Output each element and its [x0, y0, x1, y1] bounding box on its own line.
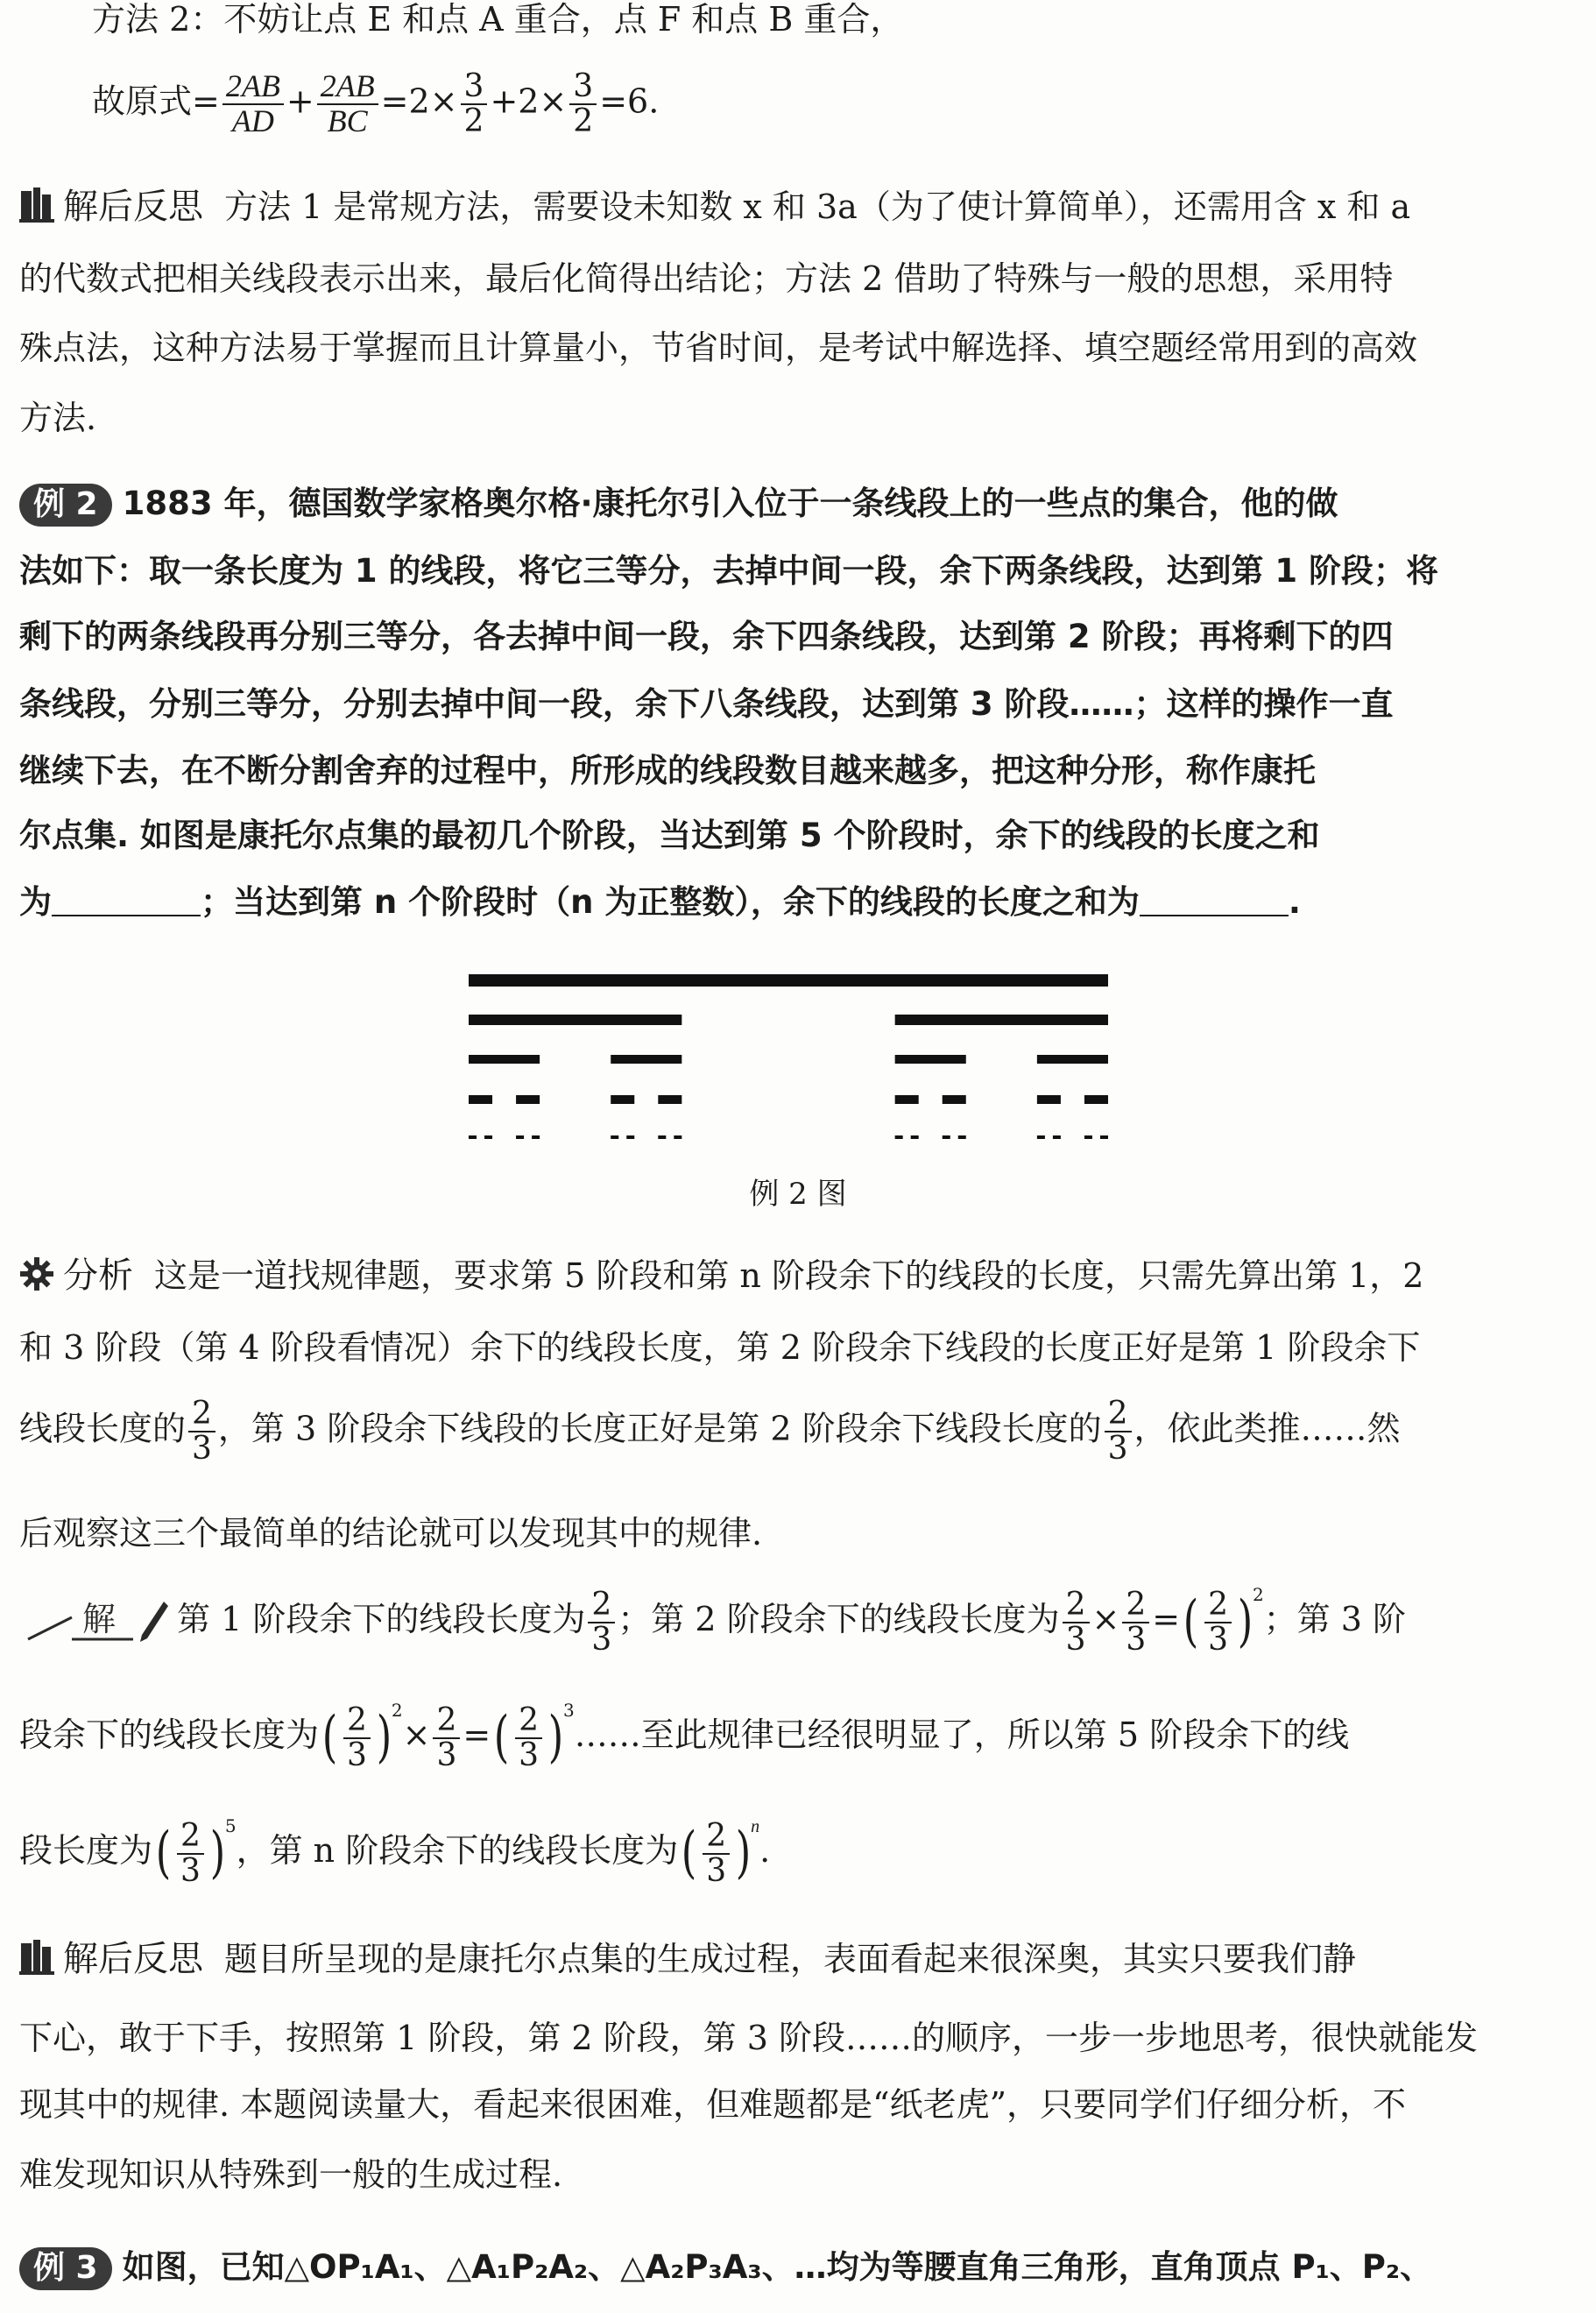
- example-3-line1: 例 3 如图，已知△OP₁A₁、△A₁P₂A₂、△A₂P₃A₃、…均为等腰直角三角形，直角顶点 P₁、P₂、: [19, 2247, 1432, 2290]
- fraction-2ab-ad: $\frac{2AB}{AD}$: [222, 70, 284, 138]
- solution-label: 解: [82, 1600, 117, 1639]
- cantor-stage-5-segment: [1084, 1135, 1092, 1139]
- cantor-stage-5-segment: [958, 1135, 966, 1139]
- fraction-2-3: $\frac{2}{3}$: [1204, 1588, 1232, 1657]
- cantor-stage-5-segment: [484, 1135, 492, 1139]
- cantor-stage-5-segment: [611, 1135, 618, 1139]
- cantor-stage-1-segment: [469, 974, 1108, 987]
- cantor-stage-4-segment: [1037, 1095, 1061, 1104]
- example-2-line2: 法如下：取一条长度为 1 的线段，将它三等分，去掉中间一段，余下两条线段，达到第 1 阶段；将: [19, 552, 1439, 590]
- cantor-stage-2-segment: [469, 1015, 681, 1025]
- cantor-stage-4-segment: [1084, 1095, 1108, 1104]
- example-3-tag: 例 3: [19, 2247, 112, 2290]
- cantor-stage-4-segment: [895, 1095, 919, 1104]
- answer-blank-1[interactable]: [52, 883, 201, 916]
- reflection-1-line3: 殊点法，这种方法易于掌握而且计算量小，节省时间，是考试中解选择、填空题经常用到的高效: [19, 329, 1418, 367]
- cantor-stage-5-segment: [516, 1135, 524, 1139]
- cantor-stage-5-segment: [895, 1135, 903, 1139]
- cantor-stage-5-segment: [911, 1135, 919, 1139]
- cantor-stage-3-segment: [895, 1055, 966, 1064]
- reflection-2-line2: 下心，敢于下手，按照第 1 阶段，第 2 阶段，第 3 阶段……的顺序，一步一步地思考，很快就能发: [19, 2019, 1479, 2057]
- method2-line1: 方法 2：不妨让点 E 和点 A 重合，点 F 和点 B 重合，: [92, 0, 904, 39]
- example-2-line3: 剩下的两条线段再分别三等分，各去掉中间一段，余下四条线段，达到第 2 阶段；再将剩下的四: [19, 618, 1394, 655]
- analysis-line4: 后观察这三个最简单的结论就可以发现其中的规律.: [19, 1514, 763, 1553]
- fraction-2-3: $\frac{2}{3}$: [433, 1704, 460, 1772]
- fraction-2-3: $\frac{2}{3}$: [1122, 1588, 1149, 1657]
- reflection-1-line2: 的代数式把相关线段表示出来，最后化简得出结论；方法 2 借助了特殊与一般的思想，采用特: [19, 259, 1394, 298]
- cantor-stage-5-segment: [1037, 1135, 1045, 1139]
- cantor-stage-2-segment: [895, 1015, 1108, 1025]
- fraction-2-3: $\frac{2}{3}$: [177, 1820, 204, 1888]
- figure-caption: 例 2 图: [749, 1177, 847, 1212]
- cantor-stage-3-segment: [1037, 1055, 1108, 1064]
- fraction-2-3: $\frac{2}{3}$: [588, 1588, 615, 1657]
- cantor-stage-4-segment: [611, 1095, 634, 1104]
- cantor-stage-5-segment: [626, 1135, 634, 1139]
- reflection-2-line3: 现其中的规律. 本题阅读量大，看起来很困难，但难题都是“纸老虎”，只要同学们仔细分析，不: [19, 2085, 1407, 2124]
- cantor-stage-5-segment: [1100, 1135, 1108, 1139]
- cantor-stage-4-segment: [658, 1095, 681, 1104]
- analysis-label: 分析: [63, 1256, 133, 1296]
- cantor-stage-3-segment: [611, 1055, 681, 1064]
- fraction-2ab-bc: $\frac{2AB}{BC}$: [317, 70, 378, 138]
- book-icon: [19, 186, 54, 234]
- reflection-label: 解后反思: [63, 1939, 203, 1979]
- gear-icon: [19, 1256, 54, 1301]
- solution-line2: 段余下的线段长度为( $\frac{2}{3}$ )$^2$× $\frac{2}{3}$ =( $\frac{2}{3}$ )$^3$……至此规律已经很明显了，所以第 5 阶段余下的线: [19, 1700, 1350, 1773]
- method2-formula: 故原式= $\frac{2AB}{AD}$ + $\frac{2AB}{BC}$ =2× $\frac{3}{2}$ +2× $\frac{3}{2}$ =6.: [92, 68, 660, 139]
- cantor-stage-5-segment: [469, 1135, 477, 1139]
- book-icon: [19, 1938, 54, 1986]
- reflection-2-line1: 解后反思 题目所呈现的是康托尔点集的生成过程，表面看起来很深奥，其实只要我们静: [19, 1938, 1356, 1986]
- fraction-3-2: $\frac{3}{2}$: [569, 70, 597, 138]
- cantor-stage-4-segment: [516, 1095, 540, 1104]
- reflection-label: 解后反思: [63, 187, 203, 227]
- cantor-stage-5-segment: [1053, 1135, 1061, 1139]
- cantor-stage-5-segment: [674, 1135, 681, 1139]
- cantor-stage-5-segment: [943, 1135, 950, 1139]
- example-2-line7: 为 ；当达到第 n 个阶段时（n 为正整数），余下的线段的长度之和为 .: [19, 883, 1301, 921]
- cantor-set-figure: [464, 964, 1112, 1139]
- fraction-2-3: $\frac{2}{3}$: [188, 1397, 215, 1466]
- analysis-line2: 和 3 阶段（第 4 阶段看情况）余下的线段长度，第 2 阶段余下线段的长度正好是第 1 阶段余下: [19, 1328, 1421, 1367]
- cantor-stage-3-segment: [469, 1055, 540, 1064]
- fraction-2-3: $\frac{2}{3}$: [703, 1820, 730, 1888]
- reflection-1-line4: 方法.: [19, 399, 97, 437]
- example-2-line1: 例 2 1883 年，德国数学家格奥尔格·康托尔引入位于一条线段上的一些点的集合，他的做: [19, 484, 1338, 527]
- analysis-line1: 分析 这是一道找规律题，要求第 5 阶段和第 n 阶段余下的线段的长度，只需先算出第 1，2: [19, 1255, 1423, 1301]
- example-2-line5: 继续下去，在不断分割舍弃的过程中，所形成的线段数目越来越多，把这种分形，称作康托: [19, 752, 1316, 789]
- solution-line1: 解 第 1 阶段余下的线段长度为 $\frac{2}{3}$ ；第 2 阶段余下的线段长度为 $\frac{2}{3}$ × $\frac{2}{3}$ =( $\frac{2}{3}$ )$^2$；第 3 阶: [19, 1584, 1406, 1656]
- fraction-2-3: $\frac{2}{3}$: [1105, 1397, 1132, 1466]
- example-2-line4: 条线段，分别三等分，分别去掉中间一段，余下八条线段，达到第 3 阶段……；这样的操作一直: [19, 685, 1394, 723]
- solution-line3: 段长度为( $\frac{2}{3}$ )$^5$，第 n 阶段余下的线段长度为( $\frac{2}{3}$ )$^n$.: [19, 1815, 771, 1889]
- analysis-line3: 线段长度的 $\frac{2}{3}$ ，第 3 阶段余下线段的长度正好是第 2 阶段余下线段长度的 $\frac{2}{3}$ ，依此类推……然: [19, 1396, 1401, 1467]
- cantor-stage-5-segment: [658, 1135, 666, 1139]
- reflection-1-line1: 解后反思 方法 1 是常规方法，需要设未知数 x 和 3a（为了使计算简单），还需用含 x 和 a: [19, 186, 1410, 234]
- reflection-2-line4: 难发现知识从特殊到一般的生成过程.: [19, 2155, 563, 2194]
- fraction-2-3: $\frac{2}{3}$: [1063, 1588, 1090, 1657]
- answer-blank-2[interactable]: [1140, 883, 1289, 916]
- fraction-3-2: $\frac{3}{2}$: [461, 70, 488, 138]
- fraction-2-3: $\frac{2}{3}$: [515, 1704, 542, 1772]
- example-2-line6: 尔点集. 如图是康托尔点集的最初几个阶段，当达到第 5 个阶段时，余下的线段的长度之和: [19, 817, 1320, 854]
- pencil-icon: [19, 1591, 168, 1653]
- cantor-stage-5-segment: [532, 1135, 540, 1139]
- cantor-stage-4-segment: [943, 1095, 966, 1104]
- fraction-2-3: $\frac{2}{3}$: [343, 1704, 371, 1772]
- cantor-stage-4-segment: [469, 1095, 492, 1104]
- example-2-tag: 例 2: [19, 484, 112, 527]
